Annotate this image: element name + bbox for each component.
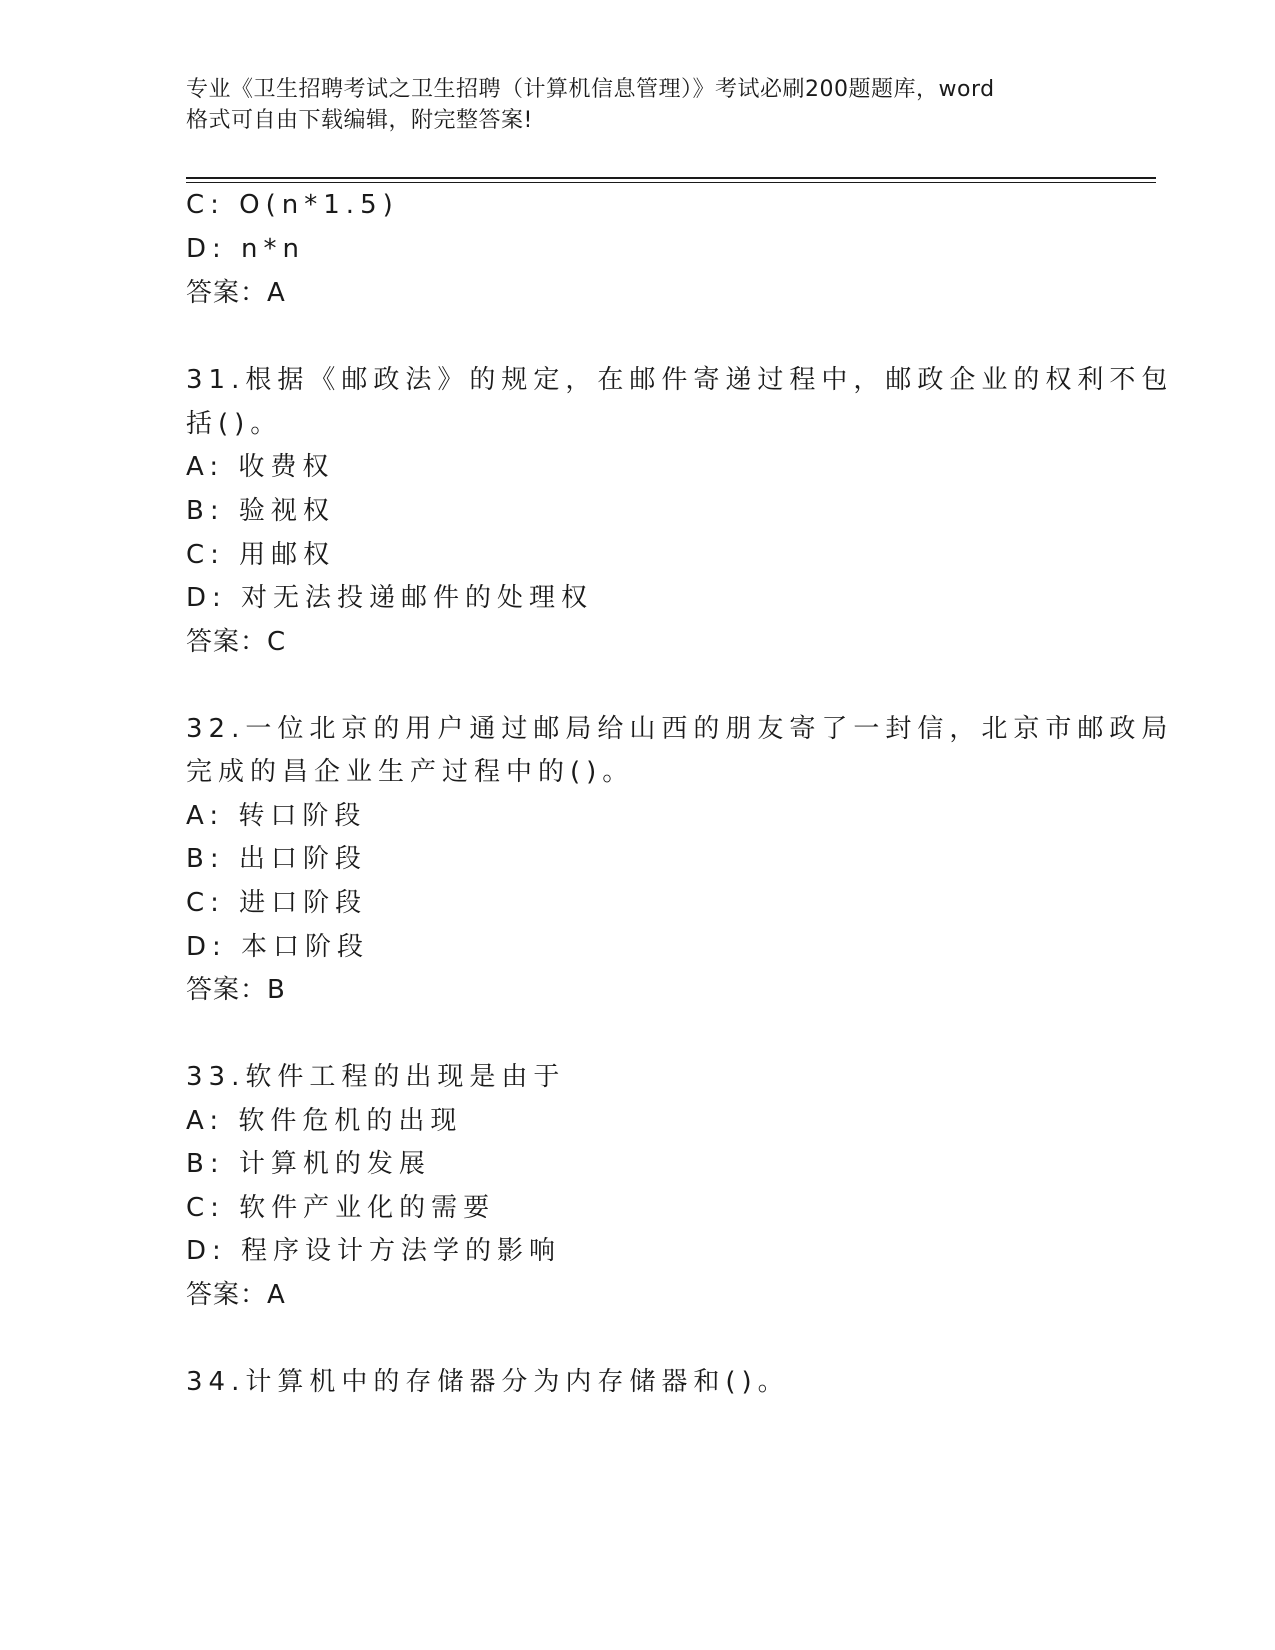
q32-option-a: A: 转口阶段 — [186, 801, 367, 831]
q31-stem-line-1: 31.根据《邮政法》的规定，在邮件寄递过程中，邮政企业的权利不包 — [186, 365, 1174, 395]
q31-stem-line-2: 括()。 — [186, 409, 283, 439]
q33-option-c: C: 软件产业化的需要 — [186, 1193, 496, 1223]
q33-option-b: B: 计算机的发展 — [186, 1149, 431, 1179]
q31-answer: 答案：C — [186, 627, 287, 657]
document-header — [186, 74, 1086, 136]
q33-option-a: A: 软件危机的出现 — [186, 1106, 463, 1136]
q33-answer: 答案：A — [186, 1280, 286, 1310]
q32-option-b: B: 出口阶段 — [186, 844, 367, 874]
header-divider-thick — [186, 177, 1156, 179]
header-title-line-2: 格式可自由下载编辑，附完整答案! — [186, 108, 533, 133]
q32-answer: 答案：B — [186, 975, 286, 1005]
q31-option-c: C: 用邮权 — [186, 540, 336, 570]
q31-option-a: A: 收费权 — [186, 452, 335, 482]
q32-stem-line-2: 完成的昌企业生产过程中的()。 — [186, 757, 635, 787]
q33-stem-line-1: 33.软件工程的出现是由于 — [186, 1062, 566, 1092]
header-divider-thin — [186, 182, 1156, 183]
q30-option-c: C: O(n*1.5) — [186, 190, 399, 220]
q32-stem-line-1: 32.一位北京的用户通过邮局给山西的朋友寄了一封信，北京市邮政局 — [186, 714, 1174, 744]
header-title-line-1: 专业《卫生招聘考试之卫生招聘（计算机信息管理）》考试必刷200题题库，word — [186, 77, 995, 102]
q32-option-d: D: 本口阶段 — [186, 932, 370, 962]
q31-option-b: B: 验视权 — [186, 496, 335, 526]
q31-option-d: D: 对无法投递邮件的处理权 — [186, 583, 594, 613]
q33-option-d: D: 程序设计方法学的影响 — [186, 1236, 562, 1266]
q32-option-c: C: 进口阶段 — [186, 888, 368, 918]
q30-answer: 答案：A — [186, 278, 286, 308]
q30-option-d: D: n*n — [186, 234, 306, 264]
q34-stem-line-1: 34.计算机中的存储器分为内存储器和()。 — [186, 1367, 790, 1397]
